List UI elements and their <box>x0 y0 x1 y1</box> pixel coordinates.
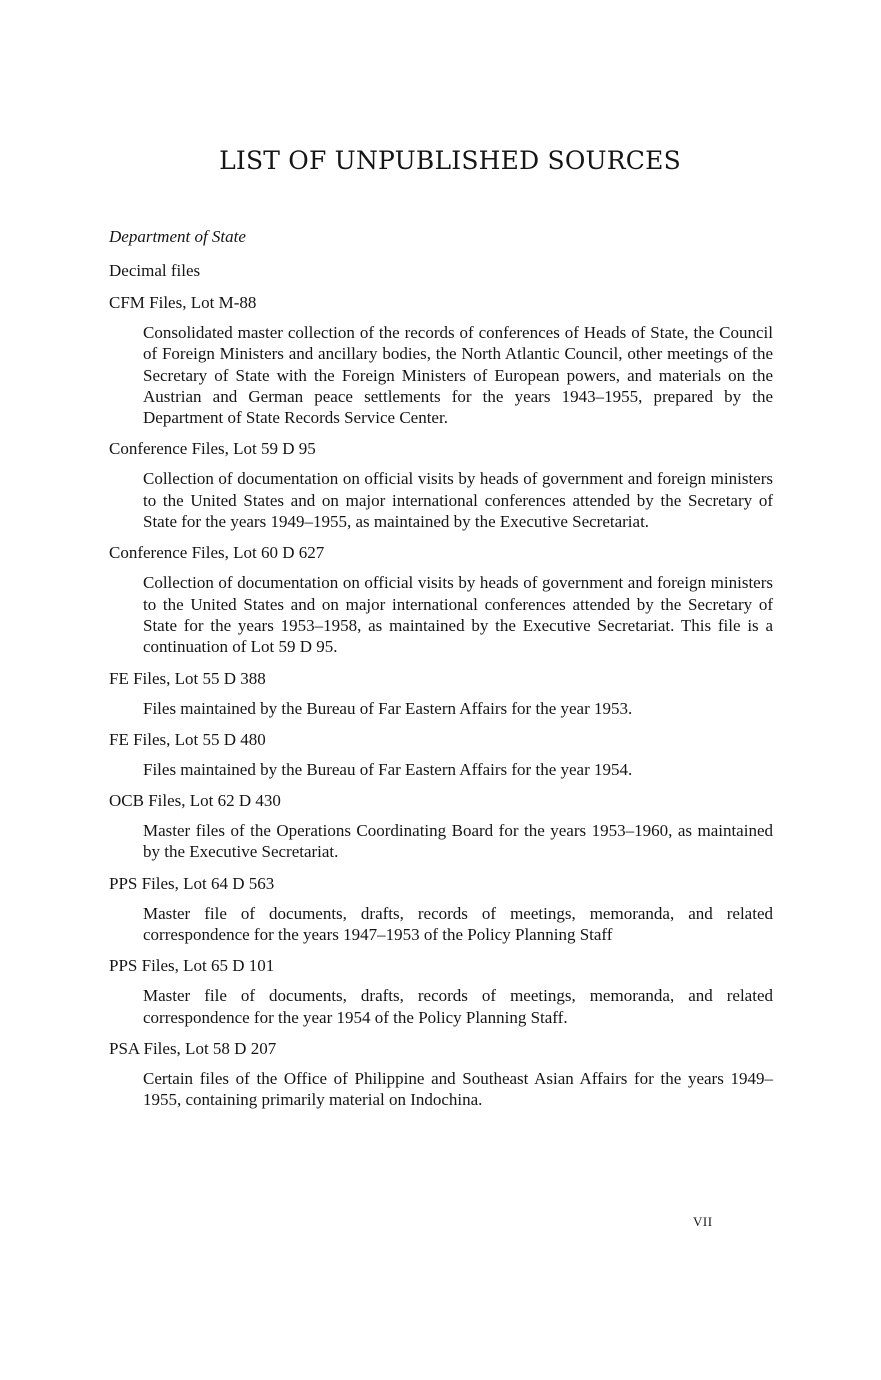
source-title: PSA Files, Lot 58 D 207 <box>109 1038 277 1058</box>
source-title: PPS Files, Lot 64 D 563 <box>109 873 275 893</box>
source-title: CFM Files, Lot M-88 <box>109 293 257 312</box>
source-entry <box>109 1038 773 1111</box>
decimal-files-heading: Decimal files <box>109 261 201 280</box>
source-entry <box>109 438 773 532</box>
page-number: VII <box>693 1214 713 1229</box>
source-description: Certain files of the Office of Philippine and Southeast Asian Affairs for the years 1949–1955, containing primarily material on Indochina. <box>143 1068 773 1110</box>
department-heading: Department of State <box>109 227 246 246</box>
source-title: FE Files, Lot 55 D 480 <box>109 729 266 749</box>
source-entry <box>109 542 773 657</box>
source-description: Collection of documentation on official visits by heads of government and foreign ministers to the United States and on major international conferences attended by the Secretary of State for the years 1953–1958, as maintained by the Executive Secretariat. This file is a continuation of Lot 59 D 95. <box>143 573 773 657</box>
source-description: Files maintained by the Bureau of Far Eastern Affairs for the year 1953. <box>143 698 633 718</box>
source-entry <box>109 873 773 946</box>
source-description: Consolidated master collection of the records of conferences of Heads of State, the Council of Foreign Ministers and ancillary bodies, the North Atlantic Council, other meetings of the Secretary of State with the Foreign Ministers of European powers, and materials on the Austrian and German peace settlements for the years 1943–1955, prepared by the Department of State Records Service Center. <box>143 323 773 428</box>
source-description: Master file of documents, drafts, records of meetings, memoranda, and related correspondence for the years 1947–1953 of the Policy Planning Staff <box>143 903 773 945</box>
source-title: Conference Files, Lot 60 D 627 <box>109 543 325 563</box>
source-title: PPS Files, Lot 65 D 101 <box>109 956 275 976</box>
source-description: Collection of documentation on official visits by heads of government and foreign ministers to the United States and on major international conferences attended by the Secretary of State for the years 1949–1955, as maintained by the Executive Secretariat. <box>143 469 773 532</box>
page-title: LIST OF UNPUBLISHED SOURCES <box>219 146 681 175</box>
source-title: OCB Files, Lot 62 D 430 <box>109 791 281 811</box>
source-entry <box>109 790 773 863</box>
source-description: Files maintained by the Bureau of Far Eastern Affairs for the year 1954. <box>143 759 633 779</box>
source-entry <box>109 668 773 719</box>
source-description: Master file of documents, drafts, records of meetings, memoranda, and related correspondence for the year 1954 of the Policy Planning Staff. <box>143 986 773 1027</box>
source-description: Master files of the Operations Coordinating Board for the years 1953–1960, as maintained by the Executive Secretariat. <box>143 821 773 862</box>
source-entry <box>109 292 773 428</box>
source-title: Conference Files, Lot 59 D 95 <box>109 439 316 459</box>
source-title: FE Files, Lot 55 D 388 <box>109 668 266 688</box>
sources-list <box>109 226 773 1111</box>
source-entry <box>109 729 773 780</box>
source-entry <box>109 955 773 1028</box>
